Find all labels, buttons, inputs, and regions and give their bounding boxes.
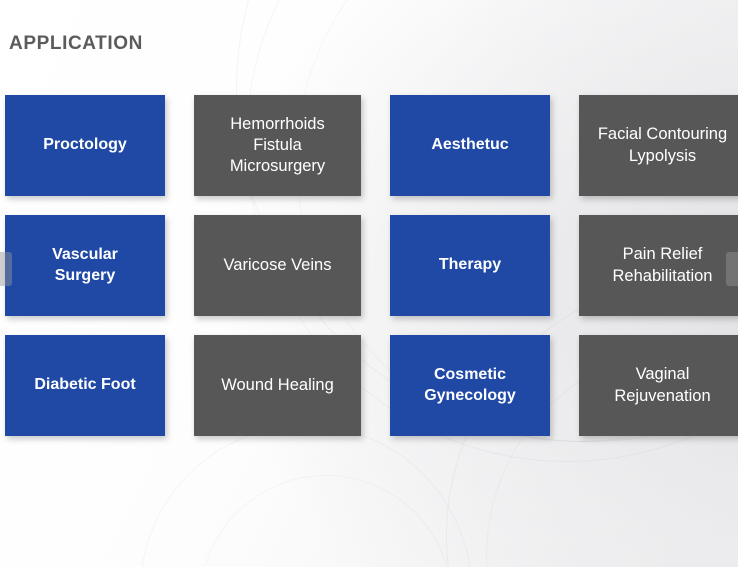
application-grid: [5, 95, 733, 436]
background-swirl-icon: [200, 475, 452, 567]
grid-cell-pain-relief[interactable]: Pain Relief Rehabilitation: [579, 215, 738, 316]
grid-cell-varicose-veins[interactable]: Varicose Veins: [194, 215, 361, 316]
grid-cell-diabetic-foot[interactable]: Diabetic Foot: [5, 335, 165, 436]
grid-cell-hemorrhoids[interactable]: Hemorrhoids Fistula Microsurgery: [194, 95, 361, 196]
grid-cell-wound-healing[interactable]: Wound Healing: [194, 335, 361, 436]
grid-cell-facial-contouring[interactable]: Facial Contouring Lypolysis: [579, 95, 738, 196]
grid-cell-vascular-surgery[interactable]: Vascular Surgery: [5, 215, 165, 316]
previous-slide-arrow-icon[interactable]: [0, 252, 12, 286]
grid-cell-proctology[interactable]: Proctology: [5, 95, 165, 196]
grid-cell-aesthetuc[interactable]: Aesthetuc: [390, 95, 550, 196]
next-slide-arrow-icon[interactable]: [726, 252, 738, 286]
background-swirl-icon: [140, 425, 472, 567]
grid-cell-therapy[interactable]: Therapy: [390, 215, 550, 316]
grid-cell-cosmetic-gynecology[interactable]: Cosmetic Gynecology: [390, 335, 550, 436]
page-title: APPLICATION: [9, 33, 143, 54]
grid-cell-vaginal-rejuvenation[interactable]: Vaginal Rejuvenation: [579, 335, 738, 436]
